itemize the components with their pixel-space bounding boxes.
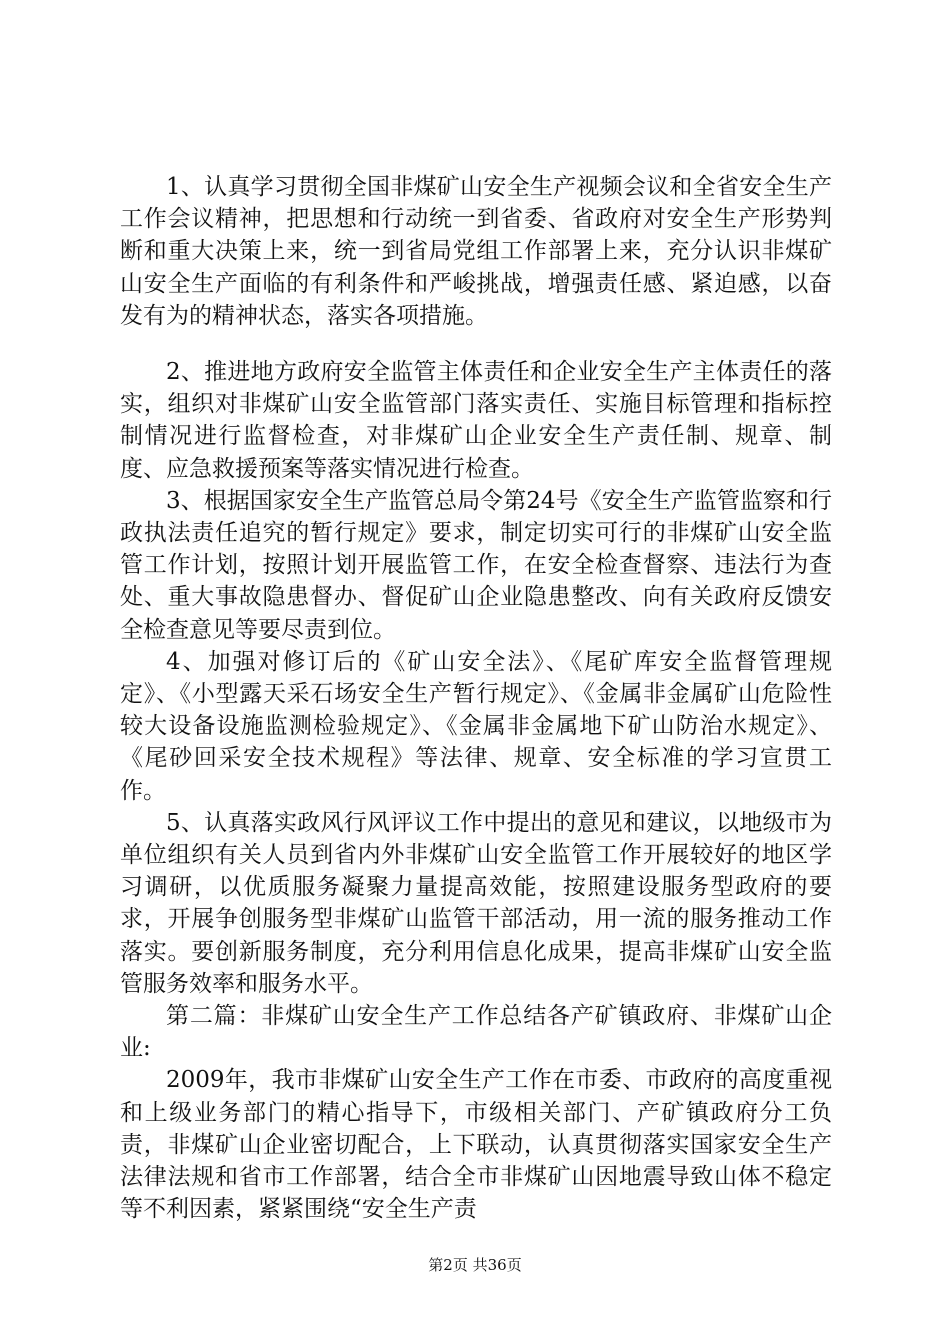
paragraph-2009-summary: 2009年，我市非煤矿山安全生产工作在市委、市政府的高度重视和上级业务部门的精心指导下，市级相关部门、产矿镇政府分工负责，非煤矿山企业密切配合，上下联动，认真贯彻落实国家安全生产法律法规和省市工作部署，结合全市非煤矿山因地震导致山体不稳定等不利因素，紧紧围绕“安全生产责 bbox=[120, 1067, 832, 1223]
paragraph-1: 1、认真学习贯彻全国非煤矿山安全生产视频会议和全省安全生产工作会议精神，把思想和行动统一到省委、省政府对安全生产形势判断和重大决策上来，统一到省局党组工作部署上来，充分认识非煤矿山安全生产面临的有利条件和严峻挑战，增强责任感、紧迫感，以奋发有为的精神状态，落实各项措施。 bbox=[120, 174, 832, 329]
paragraph-2: 2、推进地方政府安全监管主体责任和企业安全生产主体责任的落实，组织对非煤矿山安全监管部门落实责任、实施目标管理和指标控制情况进行监督检查，对非煤矿山企业安全生产责任制、规章、制度、应急救援预案等落实情况进行检查。 bbox=[120, 359, 832, 482]
section-heading-part-two: 第二篇：非煤矿山安全生产工作总结各产矿镇政府、非煤矿山企业: bbox=[120, 1003, 832, 1062]
document-body bbox=[120, 171, 832, 1226]
paragraph-3: 3、根据国家安全生产监管总局令第24号《安全生产监管监察和行政执法责任追究的暂行规定》要求，制定切实可行的非煤矿山安全监管工作计划，按照计划开展监管工作，在安全检查督察、违法行为查处、重大事故隐患督办、督促矿山企业隐患整改、向有关政府反馈安全检查意见等要尽责到位。 bbox=[120, 487, 832, 643]
paragraph-5: 5、认真落实政风行风评议工作中提出的意见和建议，以地级市为单位组织有关人员到省内外非煤矿山安全监管工作开展较好的地区学习调研，以优质服务凝聚力量提高效能，按照建设服务型政府的要求，开展争创服务型非煤矿山监管干部活动，用一流的服务推动工作落实。要创新服务制度，充分利用信息化成果，提高非煤矿山安全监管服务效率和服务水平。 bbox=[120, 809, 832, 997]
paragraph-4: 4、加强对修订后的《矿山安全法》、《尾矿库安全监督管理规定》、《小型露天采石场安全生产暂行规定》、《金属非金属矿山危险性较大设备设施监测检验规定》、《金属非金属地下矿山防治水规定》、《尾砂回采安全技术规程》等法律、规章、安全标准的学习宣贯工作。 bbox=[120, 648, 832, 804]
page-footer: 第2页 共36页 bbox=[428, 1256, 522, 1274]
